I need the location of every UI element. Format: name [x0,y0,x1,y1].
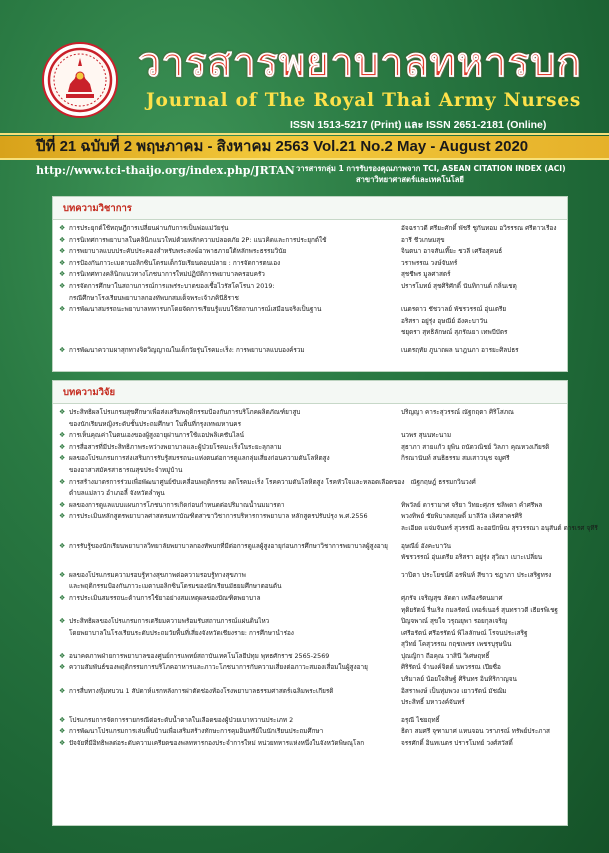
article-row[interactable] [53,258,567,270]
article-authors: อริสรา อยู่รุ่ง อุษณีย์ อังคะบาวัน [401,316,488,325]
article-title: การประยุกต์ใช้ทฤษฎีการเปลี่ยนผ่านกับการเป็นพ่อแม่วัยรุ่น [69,224,229,232]
article-authors: เศรีอรัตน์ ศรีอรรัตน์ พิไลลักษณ์ โรจนประเสริฐ [401,628,528,637]
article-authors: อัจฉราวดี ศรียะศักดิ์ พัชรี ชูกันทอม อวิรรรณ ศรีดาวเรือง [401,224,557,232]
research-articles-box [52,380,598,826]
tci-line-2: สาขาวิทยาศาสตร์และเทคโนโลยี [356,175,464,184]
article-row[interactable] [53,465,567,477]
article-row[interactable] [53,345,567,357]
article-authors: เนตรดาว ชัชวาลย์ พัชรวรรณ์ อุ่นเตรีย [401,305,507,314]
article-title: กรณีศึกษาโรงเรียนพยาบาลกองทัพบกสมเด็จพระเจ้าภคินีธิราช [69,293,239,302]
article-authors: จินตนา อาจสันเที๊ยะ ชวลี เศรีอสุคนธ์ [401,247,503,256]
article-title: ผลของโปรแกรมความรอบรู้ทางสุขภาพต่อความรอบรู้ทางสุขภาพ [69,570,246,579]
article-row[interactable] [53,662,567,674]
article-row[interactable] [53,541,567,553]
article-row[interactable] [53,246,567,258]
tci-notice [296,163,596,185]
bullet-icon: ❖ [59,305,66,314]
article-authors: ปรารโมทย์ สุชศิริศักดิ์ นันทิกานต์ กลิ่นเชตุ [401,281,517,290]
bullet-icon: ❖ [59,247,66,256]
article-row[interactable] [53,419,567,431]
article-authors: จรรศักดิ์ อินทเนตร ปรารโมทย์ วงศ์สวัสดิ์ [401,739,513,748]
article-row[interactable] [53,715,567,727]
article-authors: ทุติยรัตน์ รื่นเริง กมลรัตน์ เทอร์เนอร์ สุนทราวดี เธียรพิเชฐ [401,605,558,614]
journal-url[interactable]: http://www.tci-thaijo.org/index.php/JRTAN [36,164,295,177]
article-authors: เนตรฤทัย ภูนาถผล นาฎนภา อารยะศิลปธร [401,345,519,354]
bullet-icon: ❖ [59,224,66,232]
army-nurses-emblem-icon [38,40,122,120]
article-title: การพัฒนาความผาสุกทางจิตวิญญาณในเด็กวัยรุ่นโรคมะเร็ง: การพยาบาลแบบองค์รวม [69,345,305,354]
article-title: การนิเทศการพยาบาลในคลินิกแนวใหม่ด้วยหลักความปลอดภัย 2P: แนวคิดและการประยุกต์ใช้ [69,235,327,244]
bullet-icon: ❖ [59,617,66,626]
bullet-icon: ❖ [59,235,66,244]
article-row[interactable] [53,616,567,628]
article-row[interactable] [53,453,567,465]
bullet-icon: ❖ [59,442,66,451]
article-authors: สุธาภา สายแก้ว ยุพิน ถนัดวณิชย์ วิลภา คุณหวงเกียรติ [401,442,550,451]
article-row[interactable] [53,523,598,535]
article-row[interactable] [53,407,567,419]
bullet-icon: ❖ [59,454,66,463]
article-row[interactable] [53,639,567,651]
article-authors: บริมาลย์ น้อยใจสิษฐ์ ศิรินทร อินทิริกาญจน [401,675,517,684]
journal-english-title: Journal of The Royal Thai Army Nurses [146,90,582,111]
article-row[interactable] [53,738,567,750]
academic-list [53,220,567,357]
article-authors: อารี ชีวเกษมสุข [401,235,445,244]
article-title: ประสิทธิผลโปรแกรมสุขศึกษาเพื่อส่งเสริมพฤติกรรมป้องกันการบริโภคผลิตภัณฑ์ยาสูบ [69,408,301,416]
bullet-icon: ❖ [59,431,66,440]
article-authors: ทิพวัลย์ ดารามาศ จริยา วิทยะศุภร ชลิพดา คำศรีพล [401,500,543,509]
article-authors: ชยุดรา สุทธิลักษณ์ สุภรัณยา เทพบีบัตร [401,328,508,337]
bullet-icon: ❖ [59,500,66,509]
article-row[interactable] [53,593,567,605]
bullet-icon: ❖ [59,345,66,354]
bullet-icon: ❖ [59,651,66,660]
article-row[interactable] [53,511,567,523]
bullet-icon: ❖ [59,727,66,736]
band-bottom-rule [0,158,609,160]
article-title: โปรแกรมการจัดการรายกรณีต่อระดับน้ำตาลในเลือดของผู้ป่วยเบาหวานประเภท 2 [69,715,294,724]
article-title: ตำบลแม่ลาว อำเภอลี้ จังหวัดลำพูน [69,489,165,498]
bullet-icon: ❖ [59,663,66,672]
article-authors [395,581,563,593]
article-row[interactable] [53,686,567,698]
article-row[interactable] [53,726,567,738]
article-authors: ศุภรัจ เจริญสุข ลัดดา เหลืองรัตนมาศ [401,593,503,602]
article-title: และพฤติกรรมป้องกันภาวะเมตาบอลิกซินโดรมของนักเรียนมัธยมศึกษาตอนต้น [69,582,282,591]
tci-line-1: วารสารกลุ่ม 1 การรับรองคุณภาพจาก TCI, ASEAN CITATION INDEX (ACI) [296,164,566,173]
article-row[interactable] [53,570,567,582]
article-row[interactable] [53,235,567,247]
article-authors: ประสิทธิ์ มหาวงค์จันทร์ [401,698,465,707]
bullet-icon: ❖ [59,686,66,695]
article-title: การสื่อสารที่มีประสิทธิภาพระหว่างพยาบาลและผู้ป่วยโรคมะเร็งในระยะลุกลาม [69,442,282,451]
bullet-icon: ❖ [59,258,66,267]
article-authors: สุชชีพร มูลศาสตร์ [401,270,451,279]
article-title [69,327,395,339]
article-authors: ธิดา สมศรี จุฑามาศ แหนจอน วราภรณ์ ทรัพย์ประภาส [401,727,550,736]
article-authors: ละเอียด แจ่มจันทร์ สุวรรณี ละออปักษิณ สุรวรรณา อนุสันต์ ดารเรศ จุทีรี [401,523,598,532]
article-row[interactable] [53,269,567,281]
article-row[interactable] [53,281,567,293]
article-authors: อิสราพงษ์ เป็นทุ่มพวง เยาวรัตน์ มัชฌิม [401,686,507,695]
article-title [69,316,395,328]
article-row[interactable] [53,327,567,339]
article-title: การพัฒนาโปรแกรมการเล่นพื้นบ้านเพื่อเสริมสร้างทักษะการคุมอินทรีย์ในนักเรียนประถมศึกษา [69,727,324,736]
issue-band: ปีที่ 21 ฉบับที่ 2 พฤษภาคม - สิงหาคม 2563 Vol.21 No.2 May - August 2020 [0,136,609,158]
article-authors: กิรณานันท์ สนธิธรรม สมเสาวนุช จมูศรี [401,454,510,463]
bullet-icon: ❖ [59,715,66,724]
article-title [69,523,395,535]
article-row[interactable] [53,500,567,512]
bullet-icon: ❖ [59,570,66,579]
article-authors [395,293,563,305]
article-title: ของนักเรียนหญิงระดับชั้นประถมศึกษา ในพื้นที่กรุงเทพมหานคร [69,419,242,428]
article-row[interactable] [53,442,567,454]
article-authors: พวงทิพย์ ชัยพิบาลสฤษดิ์ มาลีวัล เลิศสาครศิริ [401,512,523,521]
article-authors: นวพร สุนนทะนาม [401,431,452,440]
article-authors: ณัฐกฤษฎ์ ธรรมกวินวงศ์ [410,477,476,486]
article-row[interactable] [53,581,567,593]
bullet-icon: ❖ [59,270,66,279]
research-list [53,404,598,750]
article-row[interactable] [53,316,567,328]
article-row[interactable] [53,628,567,640]
article-title: ผลของโปรแกรมการส่งเสริมการรับรู้สมรรถนะแห่งตนต่อการดูแลกลุ่มเสี่ยงก่อนความดันโลหิตสูง [69,454,330,463]
article-authors: พัชรวรรณ์ อุ่นเตรีย อริสรา อยู่รุ่ง สุวิณา เบาะเปลี่ยน [401,553,543,562]
article-row[interactable] [53,605,567,617]
article-title: โดยพยาบาลในโรงเรียนระดับประถมวัยพื้นที่เสี่ยงจังหวัดเชียงราย: การศึกษานำร่อง [69,628,294,637]
issn-line: ISSN 1513-5217 (Print) และ ISSN 2651-2181 (Online) [290,119,547,131]
article-authors: ปุณญิกา ถือคุณ วาสินี วิเศษฤทธิ์ [401,651,490,660]
research-heading: บทความวิจัย [53,381,567,404]
article-title: การเห็นคุณค่าในตนเองของผู้สูงอายุผ่านการใช้แอปพลิเคชันไลน์ [69,431,244,440]
article-authors: อุษณีย์ อังคะบาวัน [401,541,452,550]
article-title [69,697,395,709]
article-row[interactable] [53,674,567,686]
article-title [69,674,395,686]
article-authors: อรุณี ไชยฤทธิ์ [401,715,440,724]
article-row[interactable] [53,552,567,564]
article-title [69,639,395,651]
article-authors [395,419,563,431]
article-title: ปัจจัยที่มีอิทธิพลต่อระดับความเครียดของพลทหารกองประจำการใหม่ หน่วยทหารแห่งหนึ่งในจังหวัดพิษณุโลก [69,739,365,748]
bullet-icon: ❖ [59,739,66,748]
bullet-icon: ❖ [59,281,66,290]
article-title: อนาคตภาพฝ่ายการพยาบาลของศูนย์การแพทย์สถาบันเทคโนโลยีปทุม พุทธศักราช 2565-2569 [69,651,330,660]
article-title: การพยาบาลแบบประคับประคองสำหรับพระสงฆ์อาพาธภายใต้หลักพระธรรมวินัย [69,247,287,256]
academic-articles-box [52,196,568,372]
article-title: การป้องกันภาวะเมตาบอลิกซินโดรมเด็กวัยเรียนตอนปลาย : การจัดการตนเอง [69,258,281,267]
article-authors: วาปิตา ประโยชน์ดี อรพินท์ สีขาว ชฎาภา ประเสริฐทรง [401,570,552,579]
article-title: ความสัมพันธ์ของพฤติกรรมการบริโภคอาหารและภาวะโภชนาการกับความเสี่ยงต่อภาวะสมองเสื่อมในผู้สูงอายุ [69,663,368,672]
bullet-icon: ❖ [59,477,66,486]
band-top-rule [0,133,609,135]
article-title: การนิเทศทางคลินิกแนวทางโภชนาการใหม่ปฏิบัติการพยาบาลครอบครัว [69,270,265,279]
article-authors [395,465,563,477]
article-row[interactable] [53,488,567,500]
article-title: การประเมินหลักสูตรพยาบาลศาสตรมหาบัณฑิตสาขาวิชาการบริหารการพยาบาล หลักสูตรปรับปรุง พ.ศ.2556 [69,512,368,521]
article-title: ประสิทธิผลของโปรแกรมการเตรียมความพร้อมรับสถานการณ์แผ่นดินไหว [69,617,270,626]
bullet-icon: ❖ [59,541,66,550]
article-title [69,552,395,564]
article-row[interactable] [53,293,567,305]
article-title: การพัฒนาสมรรถนะพยาบาลทหารบกโดยจัดการเรียนรู้แบบใช้สถานการณ์เสมือนจริงเป็นฐาน [69,305,322,314]
bullet-icon: ❖ [59,512,66,521]
article-authors: ปิญจพาณ์ สุขใจ วรุณยุพา รอยกุลเจริญ [401,617,508,626]
bullet-icon: ❖ [59,408,66,416]
article-title: การจัดการศึกษาในสถานการณ์การแพร่ระบาดของเชื้อไวรัสโคโรนา 2019: [69,281,275,290]
article-title: การรับรู้ของนักเรียนพยาบาลวิทยาลัยพยาบาลกองทัพบกที่มีต่อการดูแลผู้สูงอายุก่อนการศึกษาวิชาการพยาบาลผู้สูงอายุ [69,541,388,550]
journal-thai-title: วารสารพยาบาลทหารบก [138,40,582,86]
article-title: ของอาสาสมัครสาธารณสุขประจำหมู่บ้าน [69,465,183,474]
article-row[interactable] [53,477,567,489]
academic-heading: บทความวิชาการ [53,197,567,220]
article-title: การสื่บทางหุ้มทบวน 1 สัปดาห์แรกหลังการผ่าตัดช่องท้องโรงพยาบาลธรรมศาสตร์เฉลิมพระเกียรติ [69,686,334,695]
article-row[interactable] [53,430,567,442]
article-row[interactable] [53,223,567,235]
article-authors: สุวิทย์ โคสุวรรณ กฤชเพชร เพชรบุรุษนิน [401,640,512,649]
article-row[interactable] [53,304,567,316]
article-authors: ปริญญา คาระสุวรรณ์ ณัฐกฤตา ศิริโสภณ [401,408,514,416]
article-authors: ศิริรัตน์ จำนงค์จิตต์ นพวรรณ เปียซื่อ [401,663,501,672]
article-row[interactable] [53,697,567,709]
article-title: ผลของการดูแลแบบแผนการโภชนาการเกิดก่อนกำหนดต่อปริมาณน้ำนมมารดา [69,500,285,509]
bullet-icon: ❖ [59,593,66,602]
article-row[interactable] [53,651,567,663]
article-authors [395,488,563,500]
article-title: การประเมินสมรรถนะด้านการใช้ยาอย่างสมเหตุผลของบัณฑิตพยาบาล [69,593,261,602]
article-authors: วราพรรณ วงษ์จันทร์ [401,258,458,267]
article-title: การสร้างมาตรการร่วมเพื่อพัฒนาศูนย์ขับเคลื่อนพฤติกรรม ลดโรคมะเร็ง โรคความดันโลหิตสูง โรคหัวใจและหลอดเลือดของ [69,477,405,486]
article-title [69,605,395,617]
